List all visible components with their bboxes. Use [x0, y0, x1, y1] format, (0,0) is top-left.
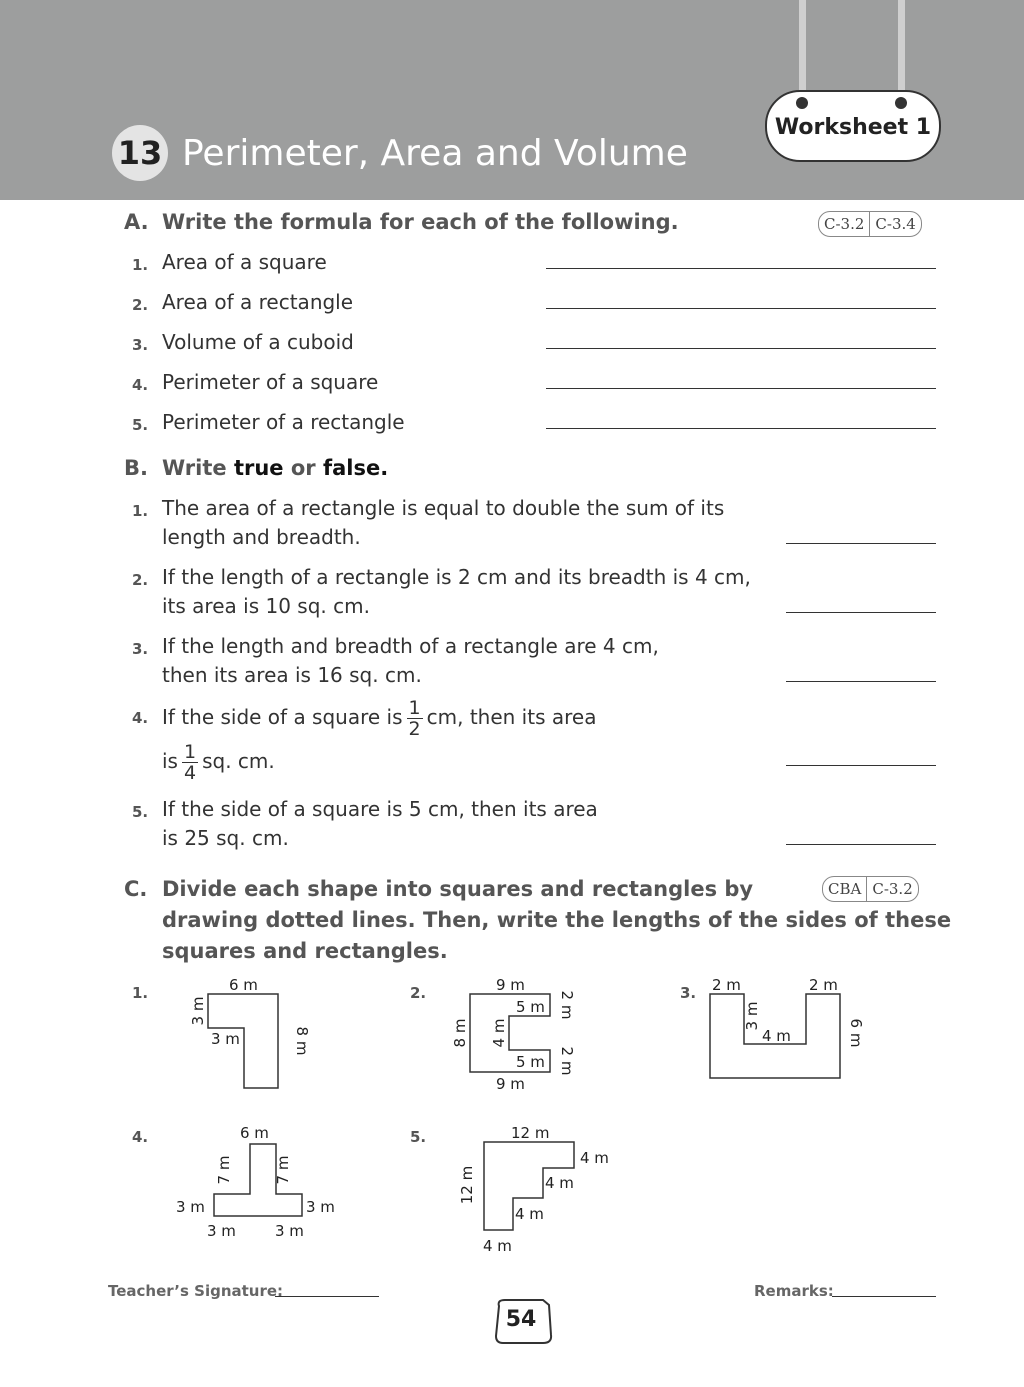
dimension-label: 8 m	[293, 1026, 311, 1056]
statement-text: cm, then its area	[426, 705, 597, 729]
statement-line: The area of a rectangle is equal to double the sum of its	[162, 496, 725, 520]
word-true: true	[233, 456, 284, 480]
section-c-instruction-line: Divide each shape into squares and rectangles by	[162, 877, 754, 901]
dimension-label: 3 m	[176, 1198, 205, 1216]
item-number: 2.	[132, 571, 149, 589]
dimension-label: 6 m	[847, 1018, 865, 1048]
dimension-label: 6 m	[229, 976, 258, 994]
statement-line: If the side of a square is 5 cm, then its area	[162, 797, 598, 821]
statement-line: If the length of a rectangle is 2 cm and its breadth is 4 cm,	[162, 565, 751, 589]
remarks-label: Remarks:	[754, 1282, 834, 1300]
dimension-label: 4 m	[515, 1205, 544, 1223]
tag: C-3.2	[824, 215, 865, 233]
formula-question: Area of a rectangle	[162, 290, 354, 314]
word-or: or	[290, 456, 316, 480]
dimension-label: 2 m	[712, 976, 741, 994]
item-number: 5.	[132, 803, 149, 821]
dimension-label: 6 m	[240, 1124, 269, 1142]
dimension-label: 12 m	[458, 1165, 476, 1205]
dimension-label: 9 m	[496, 1075, 525, 1093]
tag: CBA	[828, 880, 862, 898]
formula-question: Perimeter of a rectangle	[162, 410, 405, 434]
dimension-label: 5 m	[516, 1053, 545, 1071]
formula-question: Area of a square	[162, 250, 327, 274]
shape-number: 5.	[410, 1128, 427, 1146]
section-c-letter: C.	[124, 877, 148, 901]
dimension-label: 4 m	[483, 1237, 512, 1255]
section-a-letter: A.	[124, 210, 149, 234]
shape-number: 1.	[132, 984, 149, 1002]
dimension-label: 3 m	[275, 1222, 304, 1240]
fraction-numerator: 1	[408, 697, 421, 719]
dimension-label: 2 m	[809, 976, 838, 994]
teacher-signature-line[interactable]	[275, 1296, 379, 1297]
dimension-label: 2 m	[558, 1046, 576, 1076]
item-number: 2.	[132, 296, 149, 314]
statement-text: is	[162, 749, 178, 773]
item-number: 4.	[132, 709, 149, 727]
statement-line: length and breadth.	[162, 525, 361, 549]
statement-line: If the length and breadth of a rectangle are 4 cm,	[162, 634, 659, 658]
page-number: 54	[505, 1307, 537, 1332]
dimension-label: 3 m	[207, 1222, 236, 1240]
item-number: 5.	[132, 416, 149, 434]
item-number: 3.	[132, 336, 149, 354]
statement-line: its area is 10 sq. cm.	[162, 594, 370, 618]
formula-question: Volume of a cuboid	[162, 330, 354, 354]
item-number: 1.	[132, 256, 149, 274]
worksheet-label: Worksheet 1	[774, 115, 932, 140]
tag: C-3.2	[866, 877, 917, 901]
dimension-label: 7 m	[274, 1155, 292, 1185]
section-a-instruction: Write the formula for each of the following.	[162, 210, 679, 234]
shape-number: 3.	[680, 984, 697, 1002]
statement-line: is 25 sq. cm.	[162, 826, 289, 850]
shape-number: 2.	[410, 984, 427, 1002]
item-number: 3.	[132, 640, 149, 658]
dimension-label: 12 m	[511, 1124, 550, 1142]
formula-question: Perimeter of a square	[162, 370, 379, 394]
dimension-label: 8 m	[451, 1018, 469, 1048]
dimension-label: 4 m	[490, 1018, 508, 1048]
remarks-line[interactable]	[832, 1296, 936, 1297]
chapter-title: Perimeter, Area and Volume	[182, 133, 688, 174]
section-b-letter: B.	[124, 456, 148, 480]
tag: C-3.4	[869, 212, 920, 236]
item-number: 4.	[132, 376, 149, 394]
dimension-label: 5 m	[516, 998, 545, 1016]
statement-text: If the side of a square is	[162, 705, 403, 729]
instruction-prefix: Write	[162, 456, 227, 480]
section-c-instruction-line: squares and rectangles.	[162, 939, 448, 963]
item-number: 1.	[132, 502, 149, 520]
dimension-label: 3 m	[189, 996, 207, 1026]
shape-number: 4.	[132, 1128, 149, 1146]
fraction-denominator: 2	[408, 718, 421, 740]
statement-text: sq. cm.	[202, 749, 275, 773]
dimension-label: 9 m	[496, 976, 525, 994]
section-c-instruction-line: drawing dotted lines. Then, write the lengths of the sides of these	[162, 908, 952, 932]
dimension-label: 4 m	[545, 1174, 574, 1192]
dimension-label: 4 m	[580, 1149, 609, 1167]
fraction-numerator: 1	[183, 741, 197, 763]
dimension-label: 7 m	[215, 1155, 233, 1185]
dimension-label: 3 m	[306, 1198, 335, 1216]
teacher-signature-label: Teacher’s Signature:	[108, 1282, 284, 1300]
dimension-label: 2 m	[558, 990, 576, 1020]
dimension-label: 3 m	[743, 1001, 761, 1031]
dimension-label: 3 m	[211, 1030, 240, 1048]
fraction-denominator: 4	[183, 762, 197, 784]
chapter-number: 13	[112, 125, 168, 181]
word-false: false	[322, 456, 381, 480]
statement-line: then its area is 16 sq. cm.	[162, 663, 422, 687]
period: .	[380, 456, 389, 480]
dimension-label: 4 m	[762, 1027, 791, 1045]
